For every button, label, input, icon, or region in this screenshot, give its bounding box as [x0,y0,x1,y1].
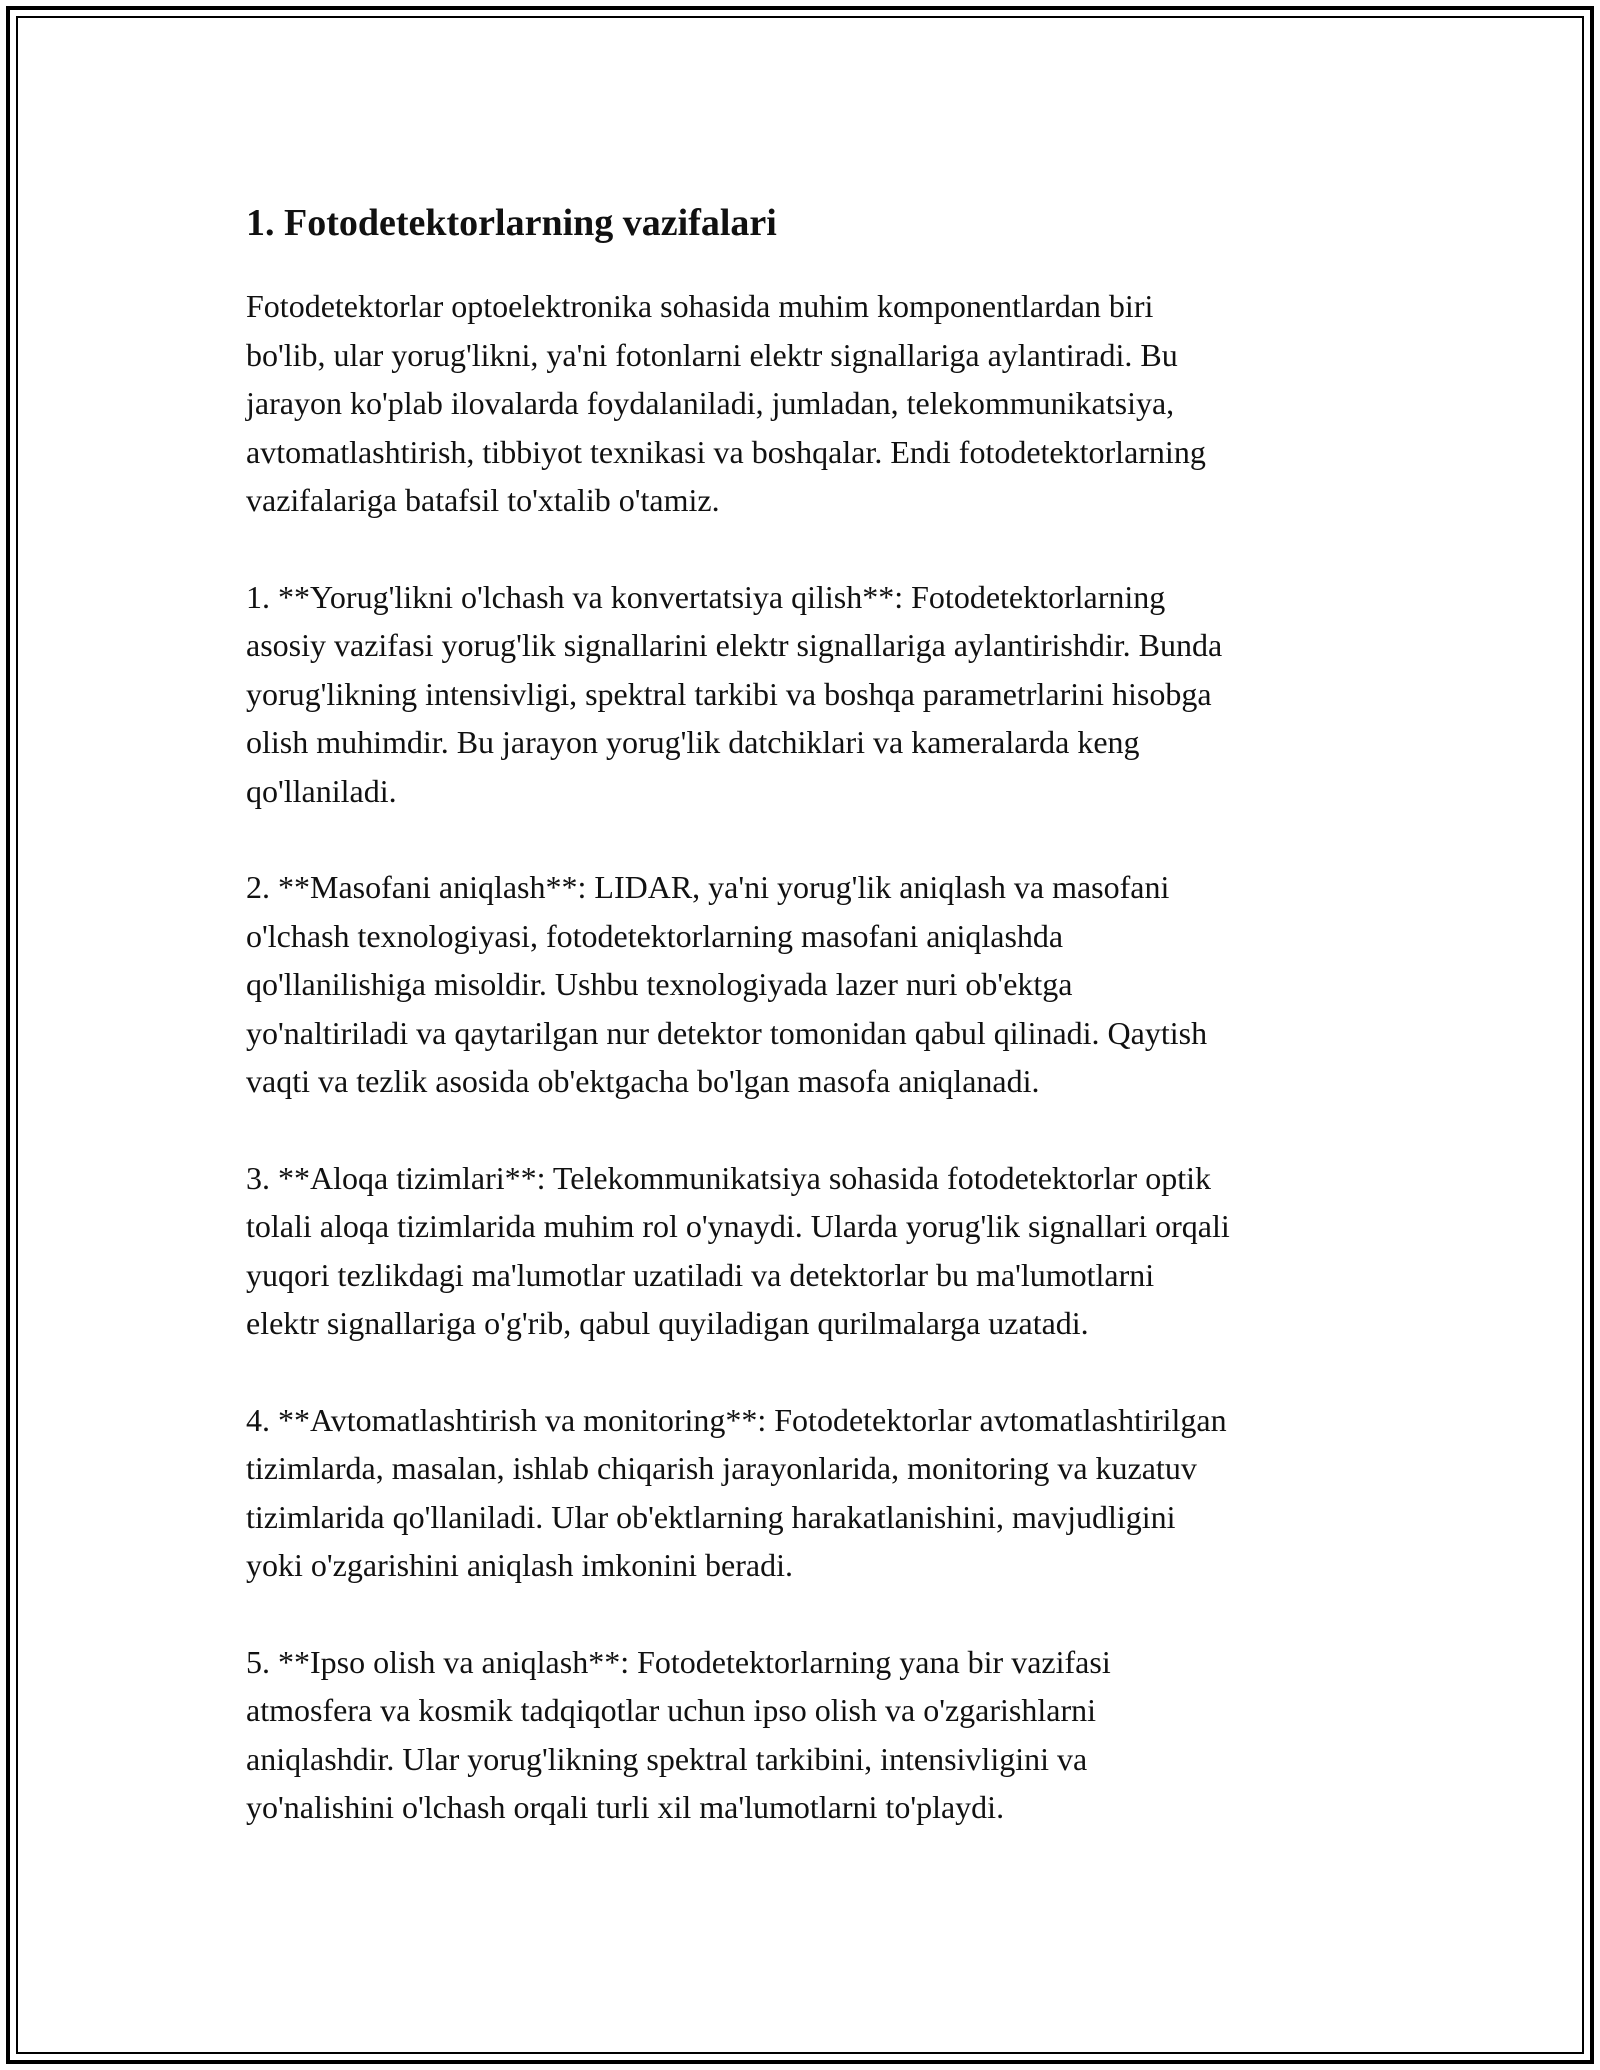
intro-paragraph: Fotodetektorlar optoelektronika sohasida muhim komponentlardan biri bo'lib, ular yorug'likni, ya'ni fotonlarni elektr signallariga aylantiradi. Bu jarayon ko'plab ilovalarda foydalaniladi, jumladan, telekommunikatsiya, avtomatlashtirish, tibbiyot texnikasi va boshqalar. Endi fotodetektorlarning vazifalariga batafsil to'xtalib o'tamiz. [246,288,1206,518]
list-item-2: 2. **Masofani aniqlash**: LIDAR, ya'ni yorug'lik aniqlash va masofani o'lchash texnologiyasi, fotodetektorlarning masofani aniqlashda qo'llanilishiga misoldir. Ushbu texnologiyada lazer nuri ob'ektga yo'naltiriladi va qaytarilgan nur detektor tomonidan qabul qilinadi. Qaytish vaqti va tezlik asosida ob'ektgacha bo'lgan masofa aniqlanadi. [246,869,1208,1099]
document-body [246,196,1396,1880]
list-item-4: 4. **Avtomatlashtirish va monitoring**: Fotodetektorlar avtomatlashtirilgan tizimlarda, masalan, ishlab chiqarish jarayonlarida, monitoring va kuzatuv tizimlarida qo'llaniladi. Ular ob'ektlarning harakatlanishini, mavjudligini yoki o'zgarishini aniqlash imkonini beradi. [246,1401,1227,1583]
page-frame [6,6,1594,2064]
list-item-3: 3. **Aloqa tizimlari**: Telekommunikatsiya sohasida fotodetektorlar optik tolali aloqa tizimlarida muhim rol o'ynaydi. Ularda yorug'lik signallari orqali yuqori tezlikdagi ma'lumotlar uzatiladi va detektorlar bu ma'lumotlarni elektr signallariga o'g'rib, qabul quyiladigan qurilmalarga uzatadi. [246,1159,1230,1341]
list-item-5: 5. **Ipso olish va aniqlash**: Fotodetektorlarning yana bir vazifasi atmosfera va kosmik tadqiqotlar uchun ipso olish va o'zgarishlarni aniqlashdir. Ular yorug'likning spektral tarkibini, intensivligini va yo'nalishini o'lchash orqali turli xil ma'lumotlarni to'playdi. [246,1643,1111,1825]
list-item-1: 1. **Yorug'likni o'lchash va konvertatsiya qilish**: Fotodetektorlarning asosiy vazifasi yorug'lik signallarini elektr signallariga aylantirishdir. Bunda yorug'likning intensivligi, spektral tarkibi va boshqa parametrlarini hisobga olish muhimdir. Bu jarayon yorug'lik datchiklari va kameralarda keng qo'llaniladi. [246,578,1223,809]
document-title: 1. Fotodetektorlarning vazifalari [246,202,777,244]
